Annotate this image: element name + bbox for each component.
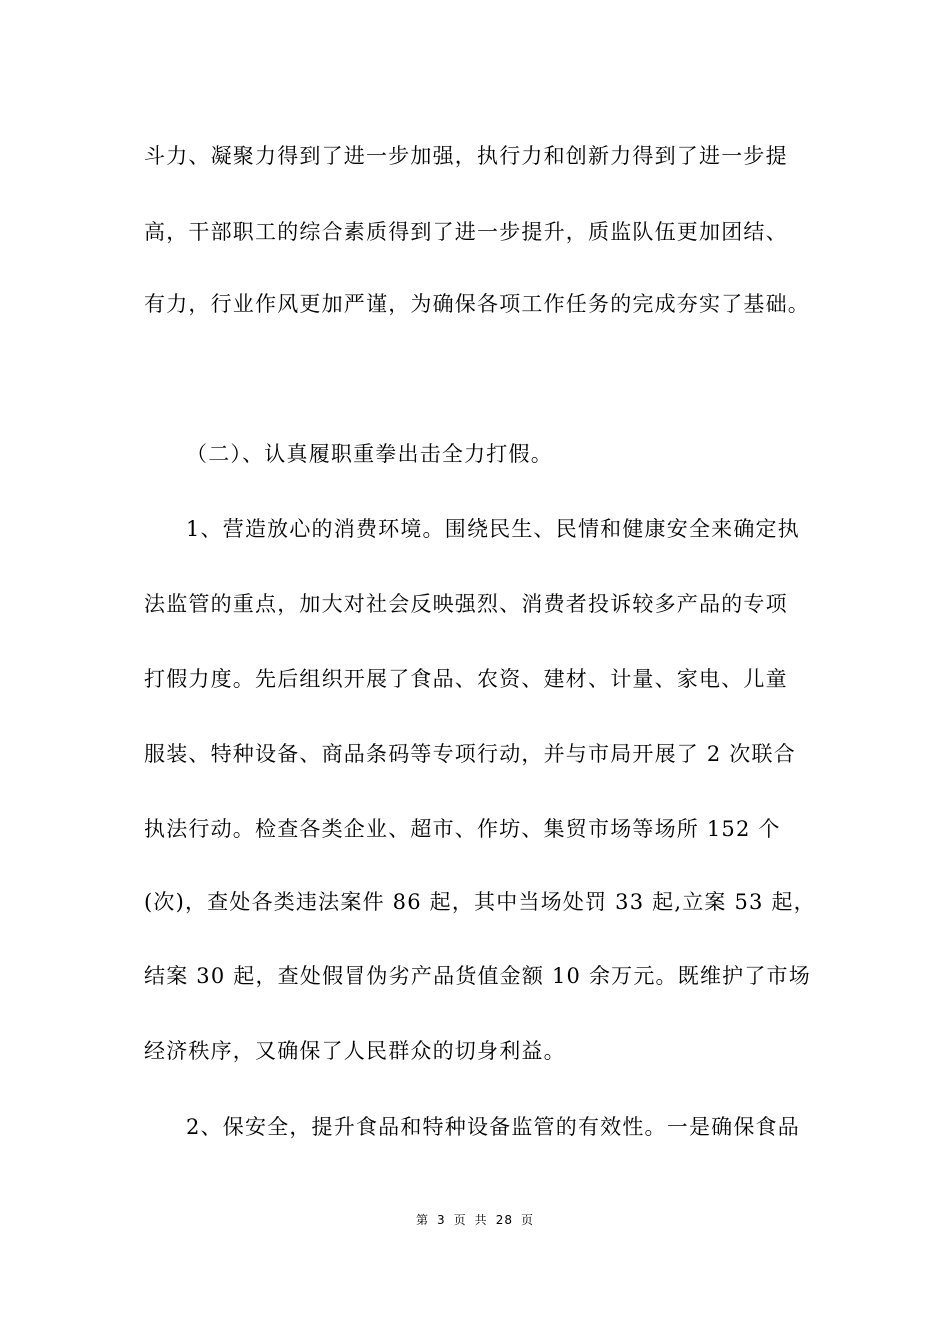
- footer-suffix: 页: [520, 1213, 534, 1227]
- paragraph-first-line: 2、保安全，提升食品和特种设备监管的有效性。一是确保食品: [186, 1115, 800, 1139]
- footer-total-pages: 28: [495, 1213, 513, 1227]
- footer-current-page: 3: [437, 1213, 446, 1227]
- section-heading: （二）、认真履职重拳出击全力打假。: [186, 442, 553, 466]
- body-text-line: 打假力度。先后组织开展了食品、农资、建材、计量、家电、儿童: [144, 667, 788, 691]
- footer-prefix: 第: [416, 1213, 430, 1227]
- body-text-line: 法监管的重点，加大对社会反映强烈、消费者投诉较多产品的专项: [144, 592, 788, 616]
- body-text-line: 执法行动。检查各类企业、超市、作坊、集贸市场等场所 152 个: [144, 817, 781, 841]
- footer-total-word: 共: [474, 1213, 488, 1227]
- body-text-line: (次)，查处各类违法案件 86 起，其中当场处罚 33 起,立案 53 起，: [144, 890, 816, 914]
- body-text-line: 斗力、凝聚力得到了进一步加强，执行力和创新力得到了进一步提: [144, 144, 788, 168]
- body-text-line: 高，干部职工的综合素质得到了进一步提升，质监队伍更加团结、: [144, 220, 788, 244]
- footer-page-word: 页: [453, 1213, 467, 1227]
- page-footer: [0, 1212, 950, 1228]
- paragraph-first-line: 1、营造放心的消费环境。围绕民生、民情和健康安全来确定执: [186, 517, 800, 541]
- body-text-line: 经济秩序，又确保了人民群众的切身利益。: [144, 1039, 566, 1063]
- body-text-line: 有力，行业作风更加严谨，为确保各项工作任务的完成夯实了基础。: [144, 292, 810, 316]
- body-text-line: 结案 30 起，查处假冒伪劣产品货值金额 10 余万元。既维护了市场: [144, 964, 811, 988]
- body-text-line: 服装、特种设备、商品条码等专项行动，并与市局开展了 2 次联合: [144, 742, 796, 766]
